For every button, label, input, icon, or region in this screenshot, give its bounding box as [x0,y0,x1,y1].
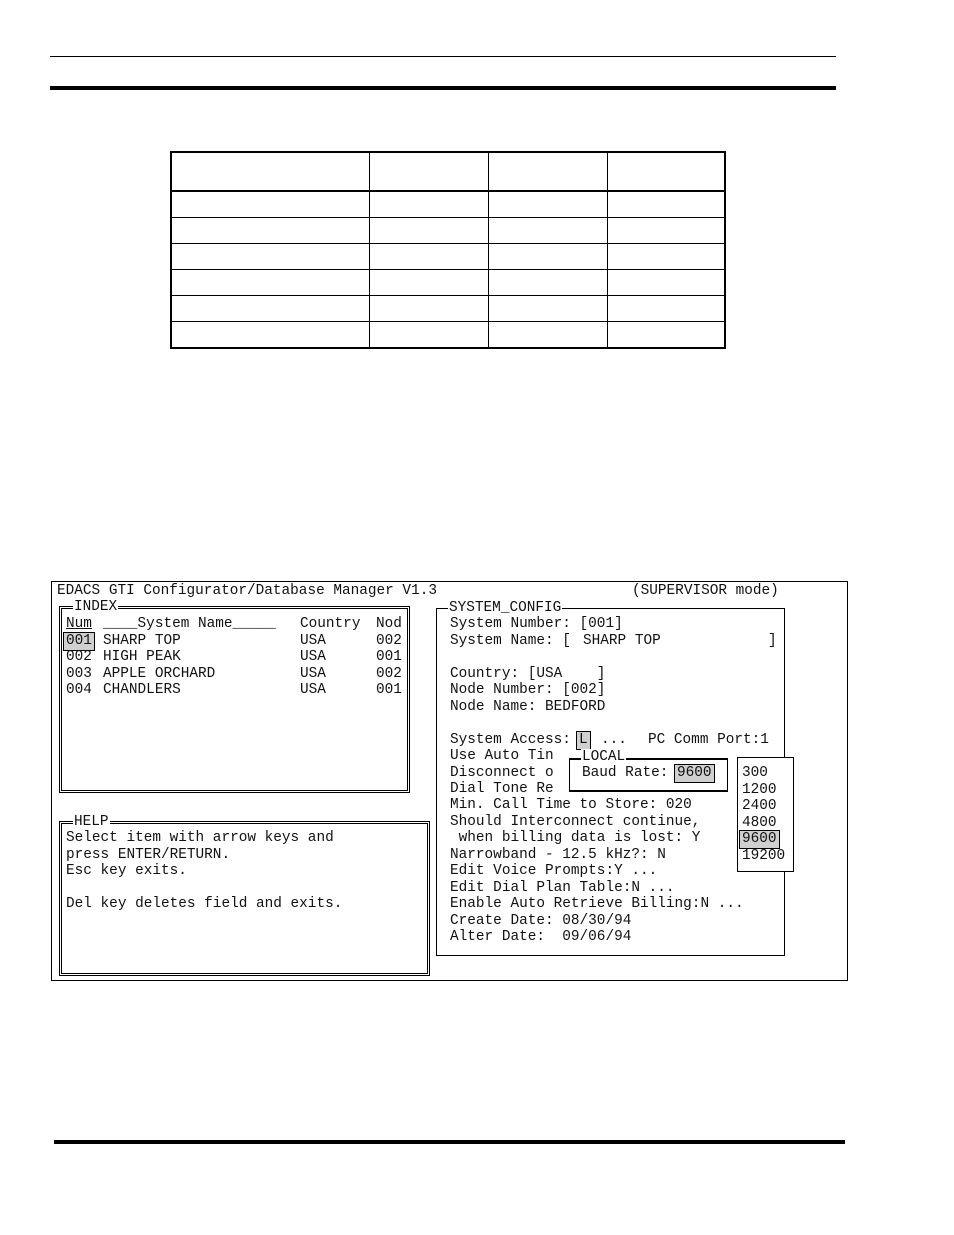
column-system-name: ____System Name_____ [103,616,276,632]
dial-plan-field[interactable]: Edit Dial Plan Table:N ... [450,880,675,896]
table-row [171,244,725,270]
local-legend: LOCAL [582,749,626,765]
table-header-row [171,152,725,191]
row-country: USA [300,649,326,665]
help-line: Del key deletes field and exits. [66,896,343,912]
min-call-time-field[interactable]: Min. Call Time to Store: 020 [450,797,692,813]
column-node: Nod [376,616,402,632]
footer-thick-rule [54,1140,845,1144]
column-num: Num [66,616,92,632]
row-num: 003 [66,666,92,682]
help-line: Select item with arrow keys and [66,830,334,846]
row-num: 002 [66,649,92,665]
baud-option[interactable]: 1200 [742,781,777,798]
disconnect-field[interactable]: Disconnect o [450,765,554,781]
baud-option[interactable]: 9600 [742,831,777,847]
baud-rate-label: Baud Rate: [582,765,669,781]
system-name-field[interactable]: SHARP TOP [583,633,661,649]
table-row [171,191,725,218]
baud-option[interactable]: 2400 [742,798,777,814]
help-line: press ENTER/RETURN. [66,847,231,863]
use-auto-field[interactable]: Use Auto Tin [450,748,554,764]
narrowband-field[interactable]: Narrowband - 12.5 kHz?: N [450,847,666,863]
help-legend: HELP [74,814,109,830]
row-node: 002 [376,666,402,682]
baud-rate-field[interactable]: 9600 [677,765,712,781]
system-access-more: ... [601,732,627,748]
node-number-field[interactable]: Node Number: [002] [450,682,606,698]
baud-option[interactable]: 300 [742,765,768,781]
row-node: 001 [376,649,402,665]
interconnect-field[interactable]: when billing data is lost: Y [450,830,701,846]
row-name: HIGH PEAK [103,649,181,665]
baud-option[interactable]: 4800 [742,814,777,831]
voice-prompts-field[interactable]: Edit Voice Prompts:Y ... [450,863,658,879]
create-date-text: Create Date: 08/30/94 [450,913,632,929]
table-row [171,270,725,296]
row-num: 004 [66,682,92,698]
header-thin-rule [50,56,836,57]
terminal-screen [51,581,848,981]
table-row [171,296,725,322]
row-node: 002 [376,633,402,649]
baud-option[interactable]: 19200 [742,847,786,864]
country-field[interactable]: Country: [USA ] [450,666,606,682]
dial-tone-field[interactable]: Dial Tone Re [450,781,554,797]
system-name-label: System Name: [ [450,633,571,649]
pc-comm-port-field[interactable]: PC Comm Port:1 [648,732,769,748]
node-name-text: Node Name: BEDFORD [450,699,606,715]
row-node: 001 [376,682,402,698]
index-legend: INDEX [74,599,118,615]
table-row [171,322,725,349]
row-name: APPLE ORCHARD [103,666,216,682]
alter-date-text: Alter Date: 09/06/94 [450,929,632,945]
system-config-legend: SYSTEM_CONFIG [449,600,562,616]
system-name-bracket: ] [768,633,777,649]
system-number-field[interactable]: System Number: [001] [450,616,623,632]
table-row [171,218,725,244]
row-name: CHANDLERS [103,682,181,698]
help-line: Esc key exits. [66,863,187,879]
row-country: USA [300,682,326,698]
app-title: EDACS GTI Configurator/Database Manager V1.3 [57,583,437,599]
empty-table [170,151,726,349]
mode-indicator: (SUPERVISOR mode) [632,583,779,599]
interconnect-line-1: Should Interconnect continue, [450,814,701,830]
auto-retrieve-field[interactable]: Enable Auto Retrieve Billing:N ... [450,896,744,912]
row-country: USA [300,666,326,682]
row-name: SHARP TOP [103,633,181,649]
column-country: Country [300,616,361,632]
system-access-field[interactable]: L [579,732,588,748]
row-country: USA [300,633,326,649]
system-access-label: System Access: [450,732,571,748]
row-num[interactable]: 001 [66,633,92,649]
header-thick-rule [50,86,836,90]
